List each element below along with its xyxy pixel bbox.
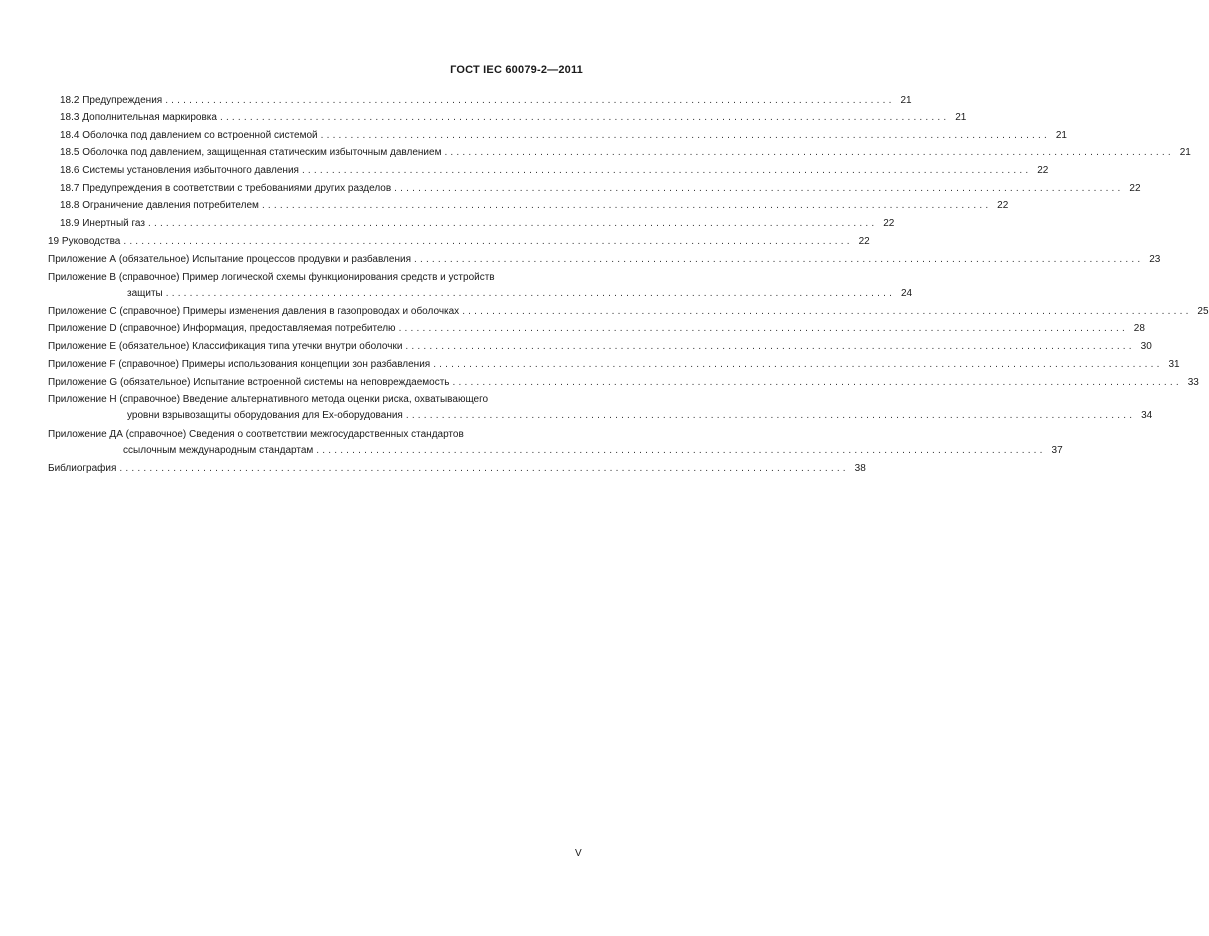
toc-entry-title: 19 Руководства	[48, 236, 121, 247]
leader-dots: ..........................................................................................................................	[405, 410, 1136, 421]
toc-entry-title: Приложение Е (обязательное) Классификация типа утечки внутри оболочки	[48, 341, 403, 352]
leader-dots: ..........................................................................................................................	[316, 445, 1046, 456]
leader-dots: ..........................................................................................................................	[452, 377, 1182, 388]
toc-entry[interactable]	[0, 145, 1191, 161]
toc-entry[interactable]	[0, 93, 912, 109]
toc-entry-title-cont: уровни взрывозащиты оборудования для Ex-оборудования	[127, 410, 403, 421]
toc-entry[interactable]	[0, 128, 1067, 144]
toc-entry-title: Приложение В (справочное) Пример логической схемы функционирования средств и устройств	[48, 272, 495, 283]
toc-entry-title: 18.4 Оболочка под давлением со встроенной системой	[60, 130, 318, 141]
toc-entry-title: 18.3 Дополнительная маркировка	[60, 112, 217, 123]
toc-entry-page: 24	[900, 288, 913, 299]
toc-entry-page: 21	[900, 95, 912, 106]
toc-entry-title: Приложение С (справочное) Примеры изменения давления в газопроводах и оболочках	[48, 306, 460, 317]
toc-entry-page: 22	[883, 218, 895, 229]
toc-entry-page: 22	[997, 200, 1009, 211]
toc-entry-page: 22	[1037, 165, 1049, 176]
toc-entry-page: 38	[854, 463, 866, 474]
toc-entry-page: 31	[1168, 359, 1180, 370]
leader-dots: ..........................................................................................................................	[119, 463, 849, 474]
leader-dots: ..........................................................................................................................	[320, 130, 1050, 141]
leader-dots: ..........................................................................................................................	[301, 165, 1032, 176]
leader-dots: ..........................................................................................................................	[147, 218, 878, 229]
toc-entry-title: 18.5 Оболочка под давлением, защищенная статическим избыточным давлением	[60, 147, 442, 158]
toc-entry-title: Приложение ДА (справочное) Сведения о соответствии межгосударственных стандартов	[48, 429, 464, 440]
toc-entry-page: 22	[858, 236, 870, 247]
toc-entry[interactable]	[0, 198, 1009, 214]
toc-entry[interactable]	[0, 392, 661, 408]
toc-entry[interactable]	[0, 427, 661, 443]
toc-entry-title: Приложение Н (справочное) Введение альтернативного метода оценки риска, охватывающего	[48, 394, 489, 405]
toc-entry-title: 18.9 Инертный газ	[60, 218, 145, 229]
toc-entry-title: Приложение G (обязательное) Испытание встроенной системы на неповреждаемость	[48, 377, 450, 388]
toc-entry-title: Приложение А (обязательное) Испытание процессов продувки и разбавления	[48, 254, 411, 265]
leader-dots: ..........................................................................................................................	[413, 254, 1144, 265]
toc-entry[interactable]	[0, 163, 1049, 179]
toc-entry-continuation[interactable]	[0, 286, 913, 302]
toc-entry-title: Библиография	[48, 463, 117, 474]
toc-entry[interactable]	[0, 321, 1145, 337]
toc-entry-page: 30	[1140, 341, 1152, 352]
leader-dots: ..........................................................................................................................	[165, 95, 895, 106]
document-header: ГОСТ IEC 60079-2—2011	[450, 64, 583, 76]
toc-entry[interactable]	[0, 461, 866, 477]
toc-entry-title: Приложение D (справочное) Информация, предоставляемая потребителю	[48, 323, 396, 334]
toc-entry-title: 18.6 Системы установления избыточного давления	[60, 165, 299, 176]
toc-entry-page: 25	[1197, 306, 1209, 317]
leader-dots: ..........................................................................................................................	[444, 147, 1174, 158]
toc-entry-page: 21	[955, 112, 967, 123]
toc-entry[interactable]	[0, 375, 1199, 391]
toc-entry[interactable]	[0, 339, 1152, 355]
toc-entry-continuation[interactable]	[0, 443, 1063, 459]
leader-dots: ..........................................................................................................................	[219, 112, 950, 123]
toc-entry[interactable]	[0, 110, 967, 126]
toc-entry[interactable]	[0, 234, 870, 250]
leader-dots: ..........................................................................................................................	[462, 306, 1192, 317]
toc-entry[interactable]	[0, 304, 1209, 320]
toc-entry-title-cont: защиты	[127, 288, 163, 299]
toc-entry-continuation[interactable]	[0, 408, 1153, 424]
toc-entry-page: 21	[1055, 130, 1067, 141]
page-number: V	[575, 848, 582, 859]
toc-entry-page: 23	[1149, 254, 1161, 265]
leader-dots: ..........................................................................................................................	[394, 183, 1124, 194]
toc-entry-title: 18.8 Ограничение давления потребителем	[60, 200, 259, 211]
toc-entry-title-cont: ссылочным международным стандартам	[123, 445, 314, 456]
toc-entry[interactable]	[0, 252, 1161, 268]
toc-entry-page: 37	[1051, 445, 1063, 456]
leader-dots: ..........................................................................................................................	[405, 341, 1135, 352]
toc-entry-title: 18.2 Предупреждения	[60, 95, 163, 106]
toc-entry[interactable]	[0, 181, 1141, 197]
leader-dots: ..........................................................................................................................	[123, 236, 853, 247]
toc-entry-page: 21	[1179, 147, 1191, 158]
toc-entry-title: 18.7 Предупреждения в соответствии с требованиями других разделов	[60, 183, 392, 194]
toc-entry[interactable]	[0, 270, 661, 286]
toc-entry[interactable]	[0, 216, 895, 232]
leader-dots: ..........................................................................................................................	[433, 359, 1163, 370]
toc-entry-page: 33	[1187, 377, 1199, 388]
toc-entry-title: Приложение F (справочное) Примеры использования концепции зон разбавления	[48, 359, 431, 370]
toc-entry[interactable]	[0, 357, 1180, 373]
toc-entry-page: 28	[1133, 323, 1145, 334]
toc-entry-page: 22	[1129, 183, 1141, 194]
toc-entry-page: 34	[1141, 410, 1153, 421]
leader-dots: ..........................................................................................................................	[165, 288, 896, 299]
leader-dots: ..........................................................................................................................	[261, 200, 992, 211]
leader-dots: ..........................................................................................................................	[398, 323, 1128, 334]
